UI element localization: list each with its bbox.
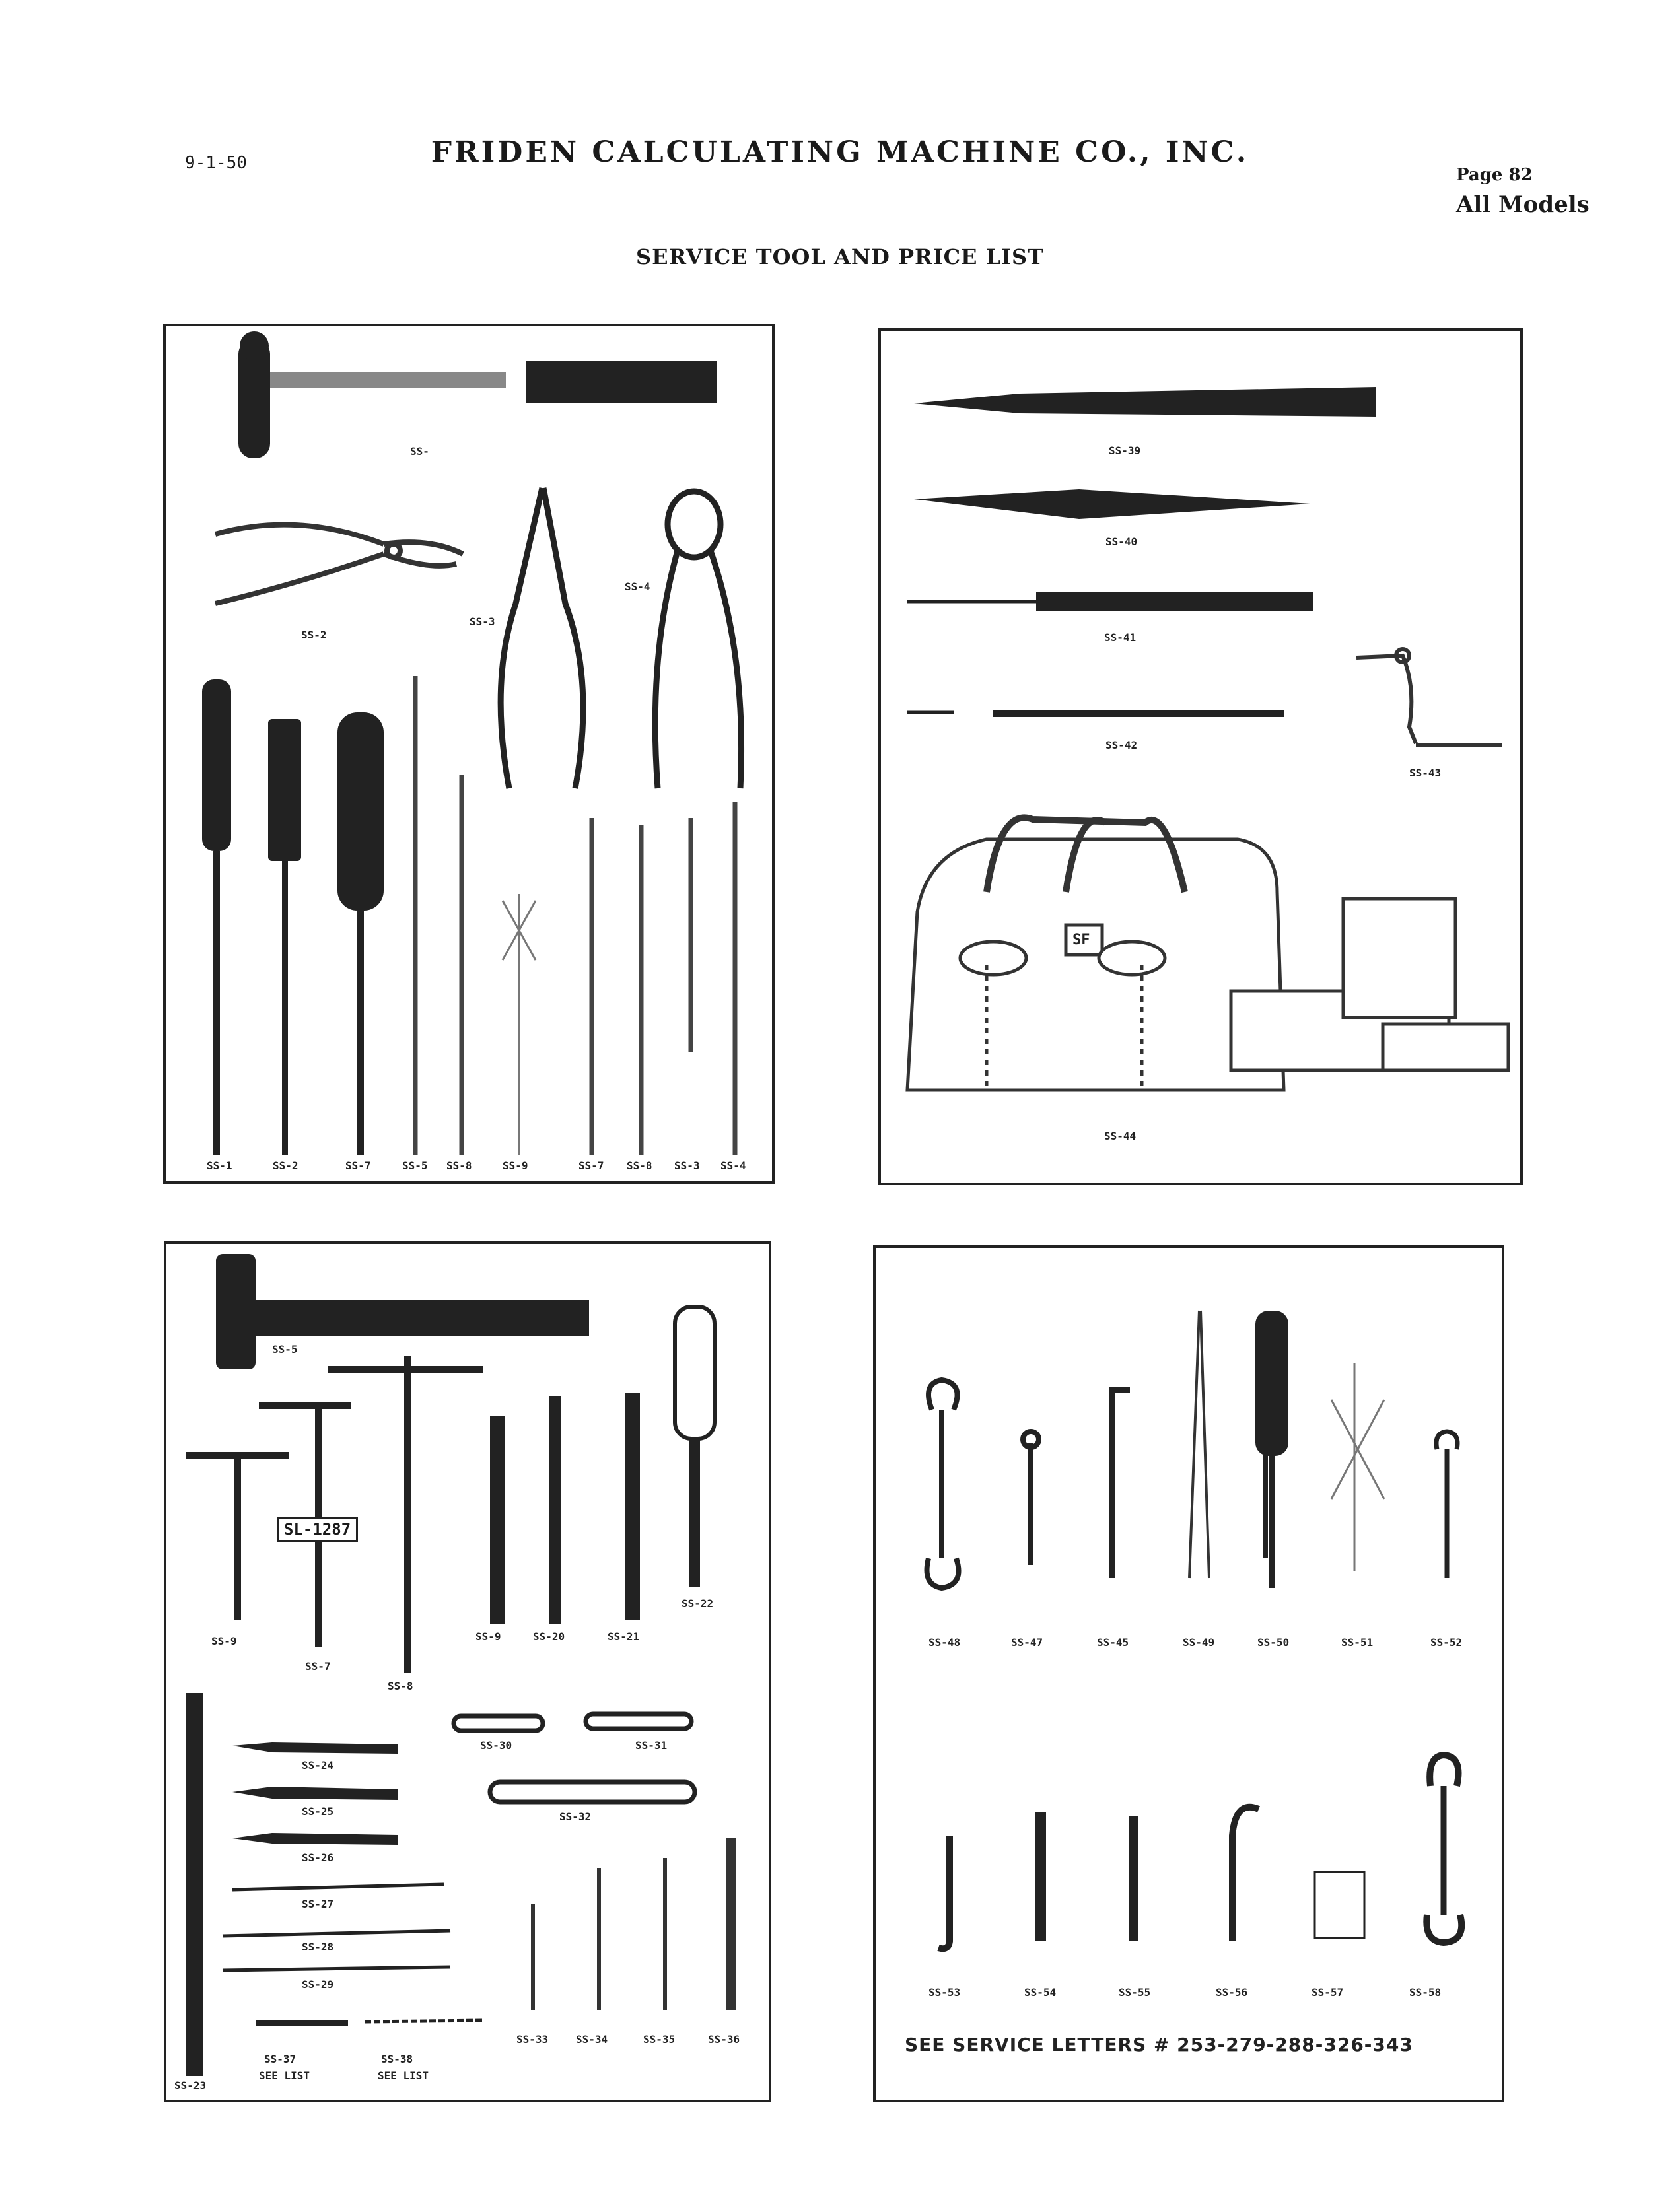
label-driver-4: SS-22 [682,1597,714,1610]
label-open-wrench-4: SS-36 [708,2033,740,2046]
label-bottom-8: SS-8 [627,1159,652,1172]
label-punch-5: SS-28 [302,1941,334,1953]
models-note: All Models [1456,191,1590,218]
label-box-wrench-2: SS-31 [635,1739,668,1752]
label-box-wrench-1: SS-30 [480,1739,512,1752]
label-driver-3: SS-21 [608,1630,640,1643]
long-punch-icon [186,1693,203,2076]
probe-icon [1331,1363,1384,1571]
ball-peen-hammer-icon [238,331,717,458]
nut-driver-icon [490,1307,715,1624]
label-top-4: SS-49 [1183,1636,1215,1649]
label-punch-4: SS-27 [302,1898,334,1910]
label-bottom-1: SS-53 [928,1986,961,1999]
page-date: 9-1-50 [185,153,247,173]
label-file-4: SS-42 [1105,739,1138,751]
label-file-3: SS-41 [1104,631,1137,644]
wrenches-punches-illustration [166,1244,769,2100]
label-bottom-1: SS-1 [207,1159,232,1172]
label-open-wrench-3: SS-35 [643,2033,676,2046]
label-bottom-10: SS-4 [720,1159,746,1172]
label-bottom-2: SS-54 [1024,1986,1057,1999]
label-top-1: SS-48 [928,1636,961,1649]
tweezer-icon [1189,1311,1209,1578]
case-mark: SF [1072,932,1090,948]
label-bottom-5: SS-57 [1312,1986,1344,1999]
label-t-handle-2: SS-7 [305,1660,331,1673]
box-wrench-icon [454,1714,695,1802]
page-number: Page 82 [1456,165,1533,185]
label-t-handle-1: SS-9 [211,1635,237,1647]
label-bottom-9: SS-3 [674,1159,700,1172]
label-bottom-3: SS-55 [1119,1986,1151,1999]
label-ss38: SS-38 [381,2053,413,2065]
label-bottom-4: SS-56 [1216,1986,1248,1999]
label-bottom-2: SS-2 [273,1159,298,1172]
label-punch-6: SS-29 [302,1978,334,1991]
hand-tools-illustration [166,326,772,1181]
label-hammer: SS- [410,445,429,458]
label-bottom-3: SS-7 [345,1159,371,1172]
label-bottom-5: SS-8 [446,1159,472,1172]
open-end-wrench-icon [927,1380,1502,1588]
files-case-illustration [881,331,1520,1183]
label-open-wrench-2: SS-34 [576,2033,608,2046]
t-handle-wrench-icon [186,1356,483,1673]
label-box-wrench-3: SS-32 [559,1811,592,1823]
label-open-wrench-1: SS-33 [516,2033,549,2046]
label-file-2: SS-40 [1105,535,1138,548]
label-long-punch: SS-23 [174,2079,207,2092]
diagonal-cutters-icon [655,491,741,788]
part-tag: SL-1287 [277,1517,358,1542]
label-ss38-note: SEE LIST [378,2069,429,2082]
file-icon [907,387,1376,717]
label-punch-2: SS-25 [302,1805,334,1818]
label-ss37: SS-37 [264,2053,297,2065]
panel-wrenches-punches [164,1241,771,2102]
label-t-handle-3: SS-8 [388,1680,413,1692]
label-cutters: SS-4 [625,580,650,593]
label-punch-3: SS-26 [302,1851,334,1864]
offset-wrench-icon [938,1755,1461,1949]
punch-icon [223,1742,483,2026]
label-pliers: SS-2 [301,629,327,641]
page-title: FRIDEN CALCULATING MACHINE CO., INC. [431,135,1249,169]
label-bottom-7: SS-7 [578,1159,604,1172]
label-top-2: SS-47 [1011,1636,1043,1649]
screwdriver-icon [202,679,384,1155]
label-case: SS-44 [1104,1130,1137,1142]
open-end-wrench-icon [533,1838,731,2010]
panel-special-wrenches [873,1245,1504,2102]
slip-joint-pliers-icon [215,525,463,604]
label-file-1: SS-39 [1109,444,1141,457]
service-letters-note: SEE SERVICE LETTERS # 253-279-288-326-343 [905,2034,1413,2055]
needle-nose-pliers-icon [501,488,583,788]
label-top-5: SS-50 [1257,1636,1290,1649]
label-hammer-ss5: SS-5 [272,1343,298,1356]
hex-key-icon [1112,1390,1130,1578]
label-ss37-note: SEE LIST [259,2069,310,2082]
label-bottom-4: SS-5 [402,1159,428,1172]
label-bottom-6: SS-58 [1409,1986,1442,1999]
label-tweezer: SS-43 [1409,767,1442,779]
label-bottom-6: SS-9 [503,1159,528,1172]
tool-case-icon [907,817,1508,1090]
screwdriver-icon [1255,1311,1288,1588]
label-top-6: SS-51 [1341,1636,1374,1649]
rod-icon [415,676,735,1155]
panel-hand-tools [163,324,775,1184]
label-driver-2: SS-20 [533,1630,565,1643]
panel-files-case [878,328,1523,1185]
label-driver-1: SS-9 [475,1630,501,1643]
tweezer-icon [1356,649,1502,745]
small-wrench-icon [1436,1432,1457,1578]
page-subtitle: SERVICE TOOL AND PRICE LIST [636,244,1044,269]
label-top-7: SS-52 [1430,1636,1463,1649]
label-needle-nose: SS-3 [470,615,495,628]
special-wrenches-illustration [876,1248,1502,2100]
probe-icon [503,894,536,1155]
label-top-3: SS-45 [1097,1636,1129,1649]
label-punch-1: SS-24 [302,1759,334,1772]
